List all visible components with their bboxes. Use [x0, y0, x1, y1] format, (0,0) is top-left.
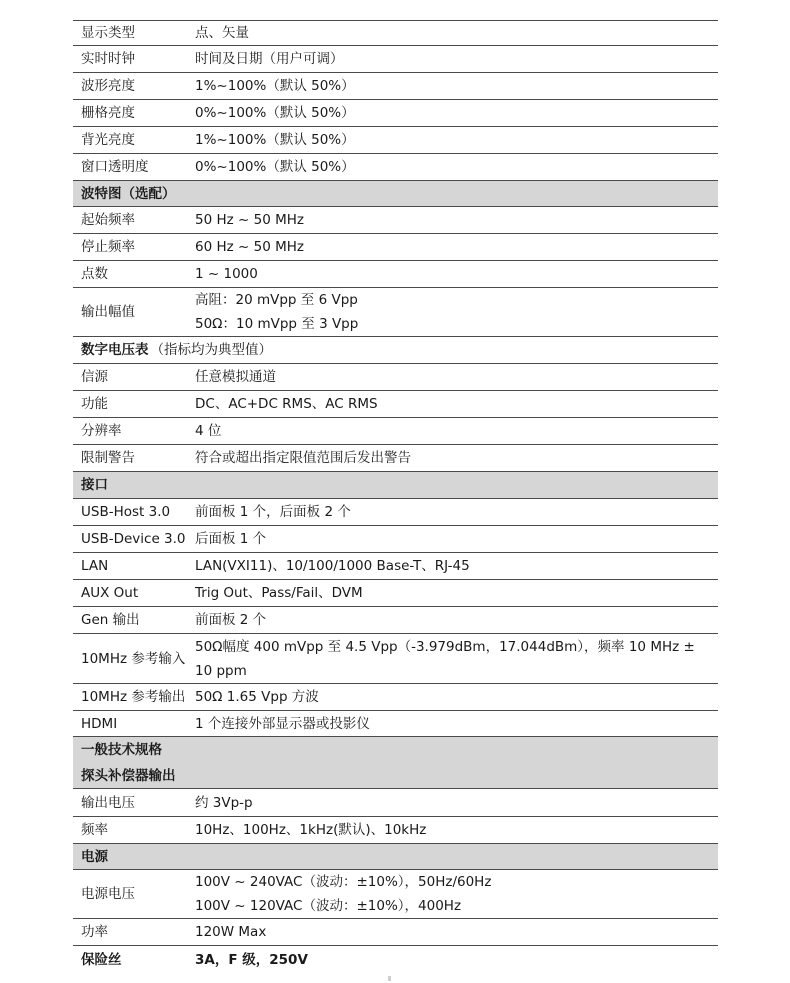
- section-title: 一般技术规格: [81, 742, 162, 758]
- spec-row: [73, 364, 718, 391]
- spec-value: [195, 499, 718, 525]
- spec-value: [195, 607, 718, 633]
- spec-value-line: 120W Max: [195, 924, 267, 940]
- spec-value-line: 100V ~ 240VAC（波动：±10%），50Hz/60Hz: [195, 874, 492, 890]
- spec-row: [73, 418, 718, 445]
- spec-label: 起始频率: [81, 212, 135, 228]
- spec-value-line: 符合或超出指定限值范围后发出警告: [195, 450, 411, 466]
- spec-row: [73, 711, 718, 737]
- spec-value: [195, 946, 718, 973]
- spec-row: [73, 607, 718, 634]
- spec-value: [195, 817, 718, 843]
- spec-value-line: DC、AC+DC RMS、AC RMS: [195, 396, 378, 412]
- section-header: [73, 763, 718, 789]
- spec-label: 栅格亮度: [81, 105, 135, 121]
- spec-value: [195, 634, 718, 683]
- spec-row: [73, 234, 718, 261]
- spec-row: [73, 100, 718, 127]
- spec-label: 保险丝: [81, 951, 122, 968]
- spec-row: [73, 261, 718, 288]
- spec-row: [73, 946, 718, 973]
- spec-label: Gen 输出: [81, 612, 140, 628]
- section-title: 波特图（选配）: [81, 185, 176, 202]
- spec-value: [195, 870, 718, 918]
- spec-value-line: 1%~100%（默认 50%）: [195, 78, 355, 94]
- spec-value: [195, 919, 718, 945]
- spec-label: 输出电压: [81, 794, 135, 811]
- spec-value: [195, 21, 718, 45]
- spec-value: [195, 445, 718, 471]
- spec-value: [195, 127, 718, 153]
- spec-value: [195, 553, 718, 579]
- spec-value-line: 0%~100%（默认 50%）: [195, 105, 355, 121]
- spec-label: 波形亮度: [81, 78, 135, 94]
- spec-row: [73, 73, 718, 100]
- spec-value-line: 50 Hz ~ 50 MHz: [195, 212, 304, 228]
- section-header: [73, 337, 718, 364]
- spec-label: 功率: [81, 924, 108, 940]
- spec-value-line: LAN(VXI11)、10/100/1000 Base-T、RJ-45: [195, 558, 470, 574]
- spec-value: [195, 261, 718, 287]
- spec-row: [73, 553, 718, 580]
- spec-row: [73, 154, 718, 181]
- spec-row: [73, 20, 718, 46]
- spec-value-line: 任意模拟通道: [195, 369, 276, 385]
- spec-row: [73, 684, 718, 711]
- spec-label: 功能: [81, 396, 108, 412]
- section-title: 接口: [81, 477, 108, 493]
- spec-value-line: 1 个连接外部显示器或投影仪: [195, 715, 370, 732]
- spec-label: 分辨率: [81, 423, 122, 439]
- spec-value: [195, 154, 718, 180]
- spec-label: 窗口透明度: [81, 159, 149, 175]
- spec-value: [195, 789, 718, 816]
- section-note: （指标均为典型值）: [150, 342, 272, 358]
- spec-row: [73, 817, 718, 844]
- spec-label: 显示类型: [81, 25, 135, 41]
- spec-label: 实时时钟: [81, 51, 135, 67]
- spec-value: [195, 580, 718, 606]
- spec-row: [73, 207, 718, 234]
- spec-label: USB-Host 3.0: [81, 504, 171, 520]
- spec-row: [73, 526, 718, 553]
- spec-value: [195, 391, 718, 417]
- section-header: [73, 181, 718, 207]
- spec-table: [73, 20, 718, 973]
- spec-value-line: 高阻：20 mVpp 至 6 Vpp: [195, 292, 358, 308]
- spec-value: [195, 288, 718, 336]
- spec-label: AUX Out: [81, 585, 139, 601]
- spec-row: [73, 499, 718, 526]
- spec-value: [195, 364, 718, 390]
- spec-value: [195, 418, 718, 444]
- spec-value: [195, 46, 718, 72]
- spec-value-line: 50Ω幅度 400 mVpp 至 4.5 Vpp（-3.979dBm，17.044dBm），频率 10 MHz ± 10 ppm: [195, 638, 695, 679]
- spec-value: [195, 684, 718, 710]
- spec-label: HDMI: [81, 715, 118, 732]
- spec-label: USB-Device 3.0: [81, 531, 186, 547]
- spec-label: 电源电压: [81, 886, 135, 902]
- spec-value-line: 4 位: [195, 423, 222, 439]
- spec-label: LAN: [81, 558, 109, 574]
- spec-row: [73, 445, 718, 472]
- spec-label: 点数: [81, 266, 108, 282]
- spec-value-line: 100V ~ 120VAC（波动：±10%），400Hz: [195, 898, 462, 914]
- spec-value-line: 3A，F 级，250V: [195, 951, 308, 968]
- spec-value-line: 后面板 1 个: [195, 531, 267, 547]
- spec-value-line: 50Ω：10 mVpp 至 3 Vpp: [195, 316, 359, 332]
- spec-value: [195, 100, 718, 126]
- page-marker: [388, 976, 391, 981]
- spec-value-line: Trig Out、Pass/Fail、DVM: [195, 585, 363, 601]
- spec-row: [73, 580, 718, 607]
- spec-value-line: 约 3Vp-p: [195, 794, 253, 811]
- section-header: [73, 472, 718, 499]
- spec-row: [73, 919, 718, 946]
- spec-value-line: 前面板 1 个，后面板 2 个: [195, 504, 351, 520]
- spec-label: 限制警告: [81, 450, 135, 466]
- section-title: 数字电压表: [81, 342, 149, 358]
- spec-value: [195, 526, 718, 552]
- spec-value-line: 1 ~ 1000: [195, 266, 258, 282]
- spec-label: 10MHz 参考输出: [81, 689, 186, 705]
- spec-label: 信源: [81, 369, 108, 385]
- spec-value-line: 点、矢量: [195, 25, 249, 41]
- spec-row: [73, 870, 718, 919]
- section-title: 探头补偿器输出: [81, 767, 176, 784]
- spec-value-line: 0%~100%（默认 50%）: [195, 159, 355, 175]
- spec-row: [73, 127, 718, 154]
- spec-value: [195, 73, 718, 99]
- spec-label: 背光亮度: [81, 132, 135, 148]
- section-header: [73, 844, 718, 870]
- spec-value: [195, 711, 718, 736]
- spec-label: 输出幅值: [81, 304, 135, 320]
- spec-value-line: 60 Hz ~ 50 MHz: [195, 239, 304, 255]
- spec-value-line: 50Ω 1.65 Vpp 方波: [195, 689, 319, 705]
- spec-value: [195, 207, 718, 233]
- section-header: [73, 737, 718, 763]
- spec-row: [73, 46, 718, 73]
- spec-value-line: 前面板 2 个: [195, 612, 267, 628]
- spec-label: 10MHz 参考输入: [81, 650, 186, 667]
- spec-value-line: 时间及日期（用户可调）: [195, 51, 344, 67]
- spec-row: [73, 391, 718, 418]
- section-title: 电源: [81, 848, 108, 865]
- spec-row: [73, 634, 718, 684]
- spec-label: 频率: [81, 822, 108, 838]
- spec-value-line: 10Hz、100Hz、1kHz(默认)、10kHz: [195, 822, 427, 838]
- spec-label: 停止频率: [81, 239, 135, 255]
- spec-value-line: 1%~100%（默认 50%）: [195, 132, 355, 148]
- spec-row: [73, 288, 718, 337]
- spec-value: [195, 234, 718, 260]
- spec-row: [73, 789, 718, 817]
